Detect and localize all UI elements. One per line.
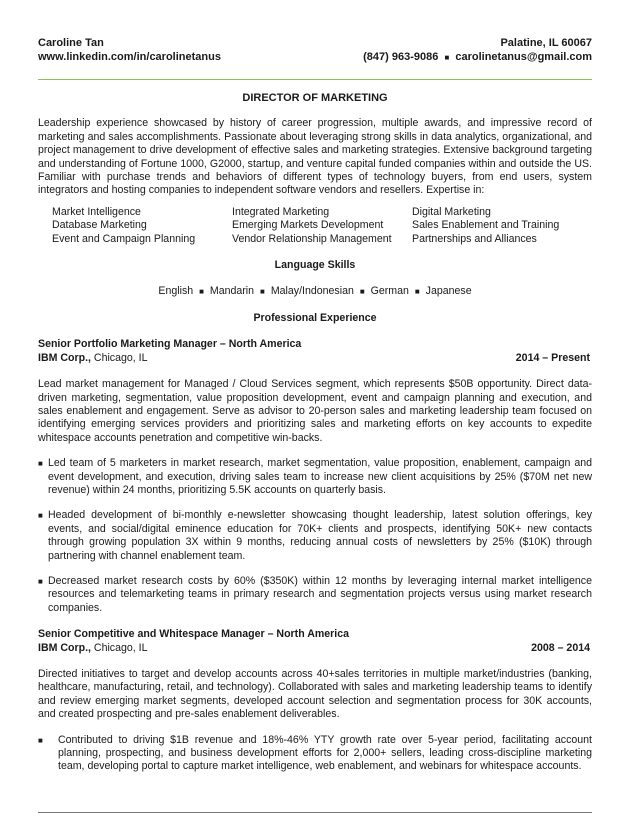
linkedin-link[interactable]: www.linkedin.com/in/carolinetanus [38, 51, 221, 63]
candidate-location: Palatine, IL 60067 [500, 37, 592, 49]
separator-square: ■ [260, 287, 265, 297]
bullet-text: Contributed to driving $1B revenue and 18%-46% YTY growth rate over 5-year period, facilitating account planning, prospecting, and business development efforts for 2,000+ sellers, leading cross-discipline marketing team, developing portal to capture market intelligence, web enablement, and webinars for whitespace accounts. [58, 733, 592, 773]
job-entry [38, 338, 592, 615]
separator-square: ■ [414, 287, 420, 297]
expertise-item: Digital Marketing [412, 205, 491, 218]
expertise-item: Emerging Markets Development [232, 219, 384, 232]
job-company: IBM Corp., [38, 641, 91, 654]
bullet-text: Led team of 5 marketers in market research, market segmentation, value proposition, enablement, campaign and event development, and execution, driving sales team to increase new client acquisitions by 25% ($70M net new revenue) within 24 months, prioritizing 5.5K accounts on quarterly basis. [48, 457, 592, 496]
resume-title: DIRECTOR OF MARKETING [242, 92, 388, 104]
language-list [38, 285, 592, 298]
job-bullets [38, 457, 592, 615]
expertise-item: Integrated Marketing [232, 205, 330, 218]
expertise-grid [52, 206, 592, 246]
separator-square: ■ [359, 287, 365, 297]
language-item: Japanese [425, 285, 472, 298]
header-divider [38, 79, 592, 80]
job-company-location [38, 642, 148, 655]
page-bottom-border [38, 812, 592, 813]
job-dates: 2008 – 2014 [531, 641, 590, 654]
experience-heading: Professional Experience [253, 311, 377, 324]
language-item: Mandarin [209, 285, 255, 298]
language-heading: Language Skills [274, 259, 356, 272]
job-bullets [38, 734, 592, 774]
expertise-item: Vendor Relationship Management [232, 232, 392, 245]
bullet-square-icon: ■ [38, 511, 43, 521]
job-bullet [38, 575, 592, 615]
contact-info [363, 50, 592, 65]
job-title: Senior Competitive and Whitespace Manager – North America [38, 628, 350, 641]
job-location: Chicago, IL [90, 351, 148, 364]
job-bullet [38, 509, 592, 563]
job-summary: Lead market management for Managed / Cloud Services segment, which represents $50B opportunity. Direct data-driven marketing, segmentation, value proposition development, event and campaign planning and execution, and sales enablement and engagement. Serve as advisor to 20-person sales and marketing leadership team focused on identifying emerging services providers and prioritizing sales and marketing efforts on key accounts to expedite whitespace accounts penetration and competitive win-backs. [38, 378, 592, 444]
separator-square: ■ [444, 53, 450, 62]
job-bullet [38, 734, 592, 774]
language-item: English [158, 285, 194, 298]
job-summary: Directed initiatives to target and develop accounts across 40+sales territories in multiple market/industries (banking, healthcare, manufacturing, retail, and technology). Collaborated with sales and marketing leadership teams to identify and review emerging market segments, developed account selection and segmentation process for 30K accounts, and created prospecting and pre-sales enablement deliverables. [38, 668, 592, 721]
language-item: German [370, 285, 409, 298]
email-link[interactable]: carolinetanus@gmail.com [455, 51, 592, 63]
job-company-row [38, 352, 592, 365]
job-location: Chicago, IL [90, 641, 148, 654]
language-item: Malay/Indonesian [270, 285, 354, 298]
expertise-item: Sales Enablement and Training [412, 219, 560, 232]
separator-square: ■ [199, 287, 204, 297]
job-company-row [38, 642, 592, 655]
job-dates: 2014 – Present [515, 351, 590, 364]
expertise-item: Market Intelligence [52, 205, 141, 218]
candidate-name: Caroline Tan [38, 37, 104, 49]
job-title: Senior Portfolio Marketing Manager – North America [38, 338, 302, 351]
expertise-item: Event and Campaign Planning [52, 232, 196, 245]
bullet-text: Headed development of bi-monthly e-newsletter showcasing thought leadership, latest solution offerings, key events, and social/digital eminence education for 70K+ clients and prospects, identifying 50K+ new contacts through growing population 3X within 9 months, reducing annual costs of newsletters by 25% ($10K) through partnering with channel enablement team. [48, 509, 592, 562]
header-line-1 [38, 36, 592, 50]
header-line-2 [38, 50, 592, 65]
job-bullet [38, 457, 592, 497]
expertise-item: Partnerships and Alliances [412, 232, 537, 245]
phone-number: (847) 963-9086 [363, 51, 439, 63]
bullet-square-icon: ■ [38, 459, 43, 469]
bullet-square-icon: ■ [38, 576, 43, 586]
summary-paragraph: Leadership experience showcased by history of career progression, multiple awards, and impressive record of marketing and sales accomplishments. Passionate about leveraging strong skills in data analytics, organizational, and project management to drive development of effective sales and marketing strategies. Extensive background targeting and understanding of Fortune 1000, G2000, startup, and venture capital funded companies within and outside the US. Familiar with purchase trends and behaviors of different types of technology buyers, from end users, system integrators and hosting companies to independent software vendors and resellers. Expertise in: [38, 117, 592, 197]
bullet-square-icon: ■ [38, 735, 43, 745]
job-company-location [38, 352, 148, 365]
job-entry [38, 628, 592, 774]
job-company: IBM Corp., [38, 351, 91, 364]
bullet-text: Decreased market research costs by 60% ($350K) within 12 months by leveraging internal market intelligence resources and telemarketing teams in primary research and segmentation projects versus using market research companies. [48, 574, 592, 614]
expertise-item: Database Marketing [52, 219, 147, 232]
